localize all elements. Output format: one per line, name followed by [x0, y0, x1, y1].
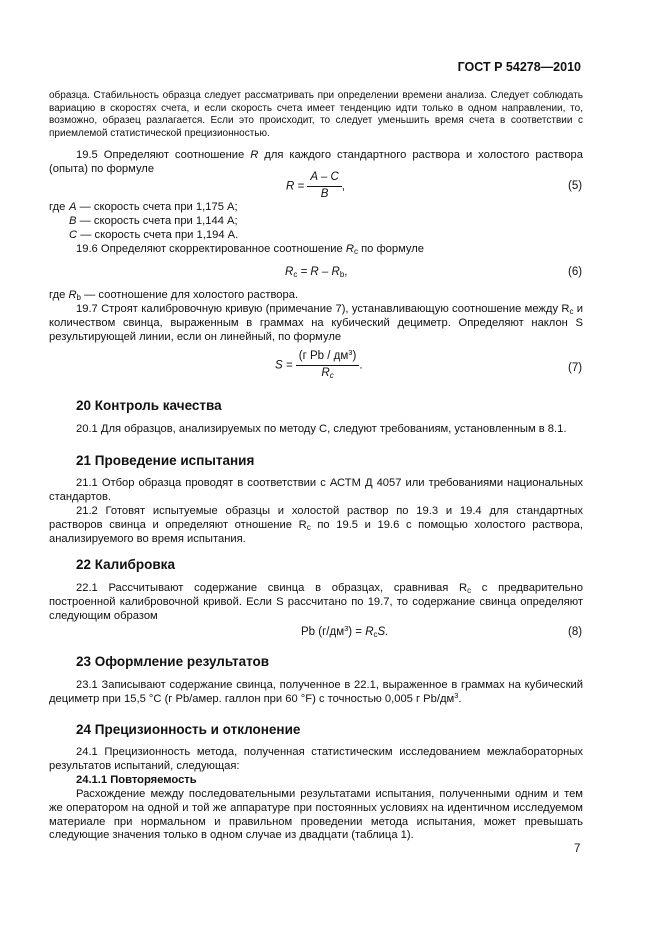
- formula-8: Pb $(г/дм^3) = R_cS$.: [301, 624, 389, 639]
- variable-definition: C — скорость счета при 1,194 А.: [69, 229, 239, 241]
- formula-7-number: (7): [568, 362, 583, 374]
- section-23-heading: 23 Оформление результатов: [76, 654, 270, 669]
- paragraph-21-1: 21.1 Отбор образца проводят в соответствии с АСТМ Д 4057 или требованиями национальных стандартов.: [49, 477, 583, 503]
- section-20-heading: 20 Контроль качества: [76, 398, 222, 413]
- paragraph-19-7: 19.7 Строят калибровочную кривую (примечание 7), устанавливающую соотношение между $R_c$ и количеством свинца, выраженным в граммах на кубический дециметр. Определяют наклон S результирующей линии, если он линейный, по формуле: [49, 303, 583, 343]
- section-22-heading: 22 Калибровка: [76, 557, 175, 572]
- formula-6-number: (6): [568, 266, 583, 278]
- where-clause-6: где $R_b$ — соотношение для холостого раствора.: [49, 289, 299, 302]
- paragraph-24-1: 24.1 Прецизионность метода, полученная статистическим исследованием межлабораторных результатов испытаний, следующая:: [49, 746, 583, 772]
- subsection-24-1-1-heading: 24.1.1 Повторяемость: [76, 774, 197, 786]
- paragraph-20-1: 20.1 Для образцов, анализируемых по методу С, следуют требованиям, установленным в 8.1.: [76, 423, 567, 435]
- formula-7: S = $\frac{(г Pb / дм^3)}{R_c}$ .: [275, 348, 363, 380]
- formula-8-number: (8): [568, 626, 583, 638]
- section-24-heading: 24 Прецизионность и отклонение: [76, 722, 301, 737]
- variable-definition: A — скорость счета при 1,175 А;: [69, 201, 238, 213]
- standard-header: ГОСТ Р 54278—2010: [457, 60, 581, 74]
- paragraph-19-5: 19.5 Определяют соотношение R для каждого стандартного раствора и холостого раствора (опыта) по формуле: [49, 149, 584, 175]
- section-21-heading: 21 Проведение испытания: [76, 453, 255, 468]
- variable-definition: B — скорость счета при 1,144 А;: [69, 215, 238, 227]
- where-label-5: где: [49, 201, 66, 213]
- paragraph-21-2: 21.2 Готовят испытуемые образцы и холостой раствор по 19.3 и 19.4 для стандартных растворов свинца и определяют отношение $R_c$ по 19.5 и 19.6 с помощью холостого раствора, анализируемого во время испытания.: [49, 505, 583, 545]
- intro-paragraph: образца. Стабильность образца следует рассматривать при определении времени анализа. Следует соблюдать вариацию в скоростях счета, и если скорость счета имеет тенденцию идти только в одном направлении, то, возможно, образец разлагается. Если это происходит, то следует уменьшить время счета в соответствии с приемлемой статистической прецизионностью.: [49, 90, 583, 139]
- page-number: 7: [574, 843, 581, 855]
- paragraph-23-1: 23.1 Записывают содержание свинца, полученное в 22.1, выраженное в граммах на кубический дециметр при 15,5 °С (г Pb/амер. галлон при 60 °F) с точностью 0,005 г $Pb/дм^3$.: [49, 679, 583, 705]
- paragraph-22-1: 22.1 Рассчитывают содержание свинца в образцах, сравнивая $R_c$ с предварительно построенной калибровочной кривой. Если S рассчитано по 19.7, то содержание свинца определяют следующим образом: [49, 582, 583, 622]
- formula-6: $R_c = R - R_b$,: [285, 266, 348, 279]
- formula-5-number: (5): [568, 180, 583, 192]
- paragraph-19-6: 19.6 Определяют скорректированное соотношение $R_c$ по формуле: [76, 243, 425, 256]
- paragraph-24-1-1: Расхождение между последовательными результатами испытания, полученными одним и тем же оператором на одной и той же аппаратуре при постоянных условиях на идентичном исследуемом материале при нормальном и правильном проведении метода испытания, может превышать следующие значения только в одном случае из двадцати (таблица 1).: [49, 788, 583, 842]
- formula-5: R = $\frac{A - C}{B}$ ,: [286, 171, 345, 200]
